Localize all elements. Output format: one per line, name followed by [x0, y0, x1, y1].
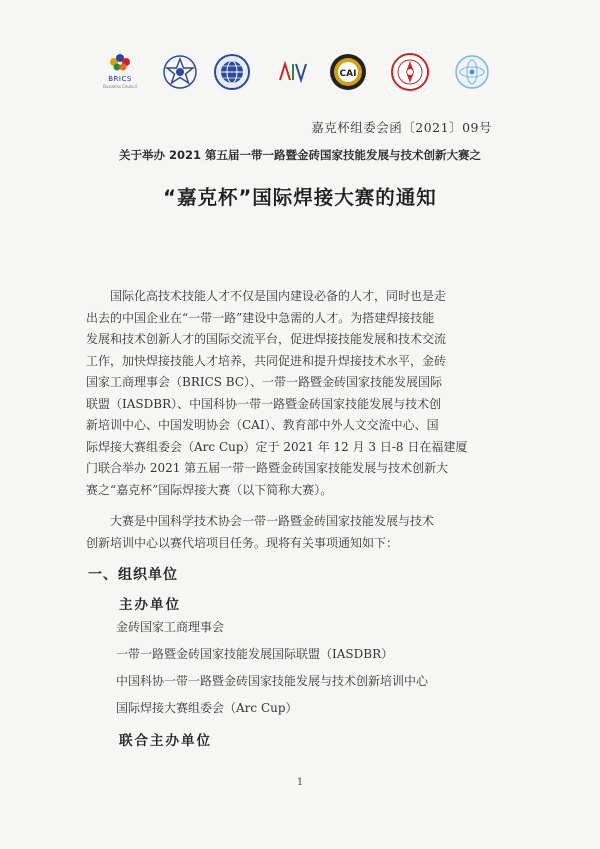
sci-emblem-logo	[452, 52, 492, 92]
aitv-logo	[272, 52, 312, 92]
aitv-mark-icon	[272, 52, 312, 92]
paragraph-line: 联盟（IASDBR）、中国科协一带一路暨金砖国家技能发展与技术创	[86, 396, 442, 411]
paragraph-line: 门联合举办 2021 第五届一带一路暨金砖国家技能发展与技术创新大	[86, 461, 449, 475]
brics-sub-label: Business Council	[103, 84, 137, 89]
page-number: 1	[296, 777, 304, 788]
brics-label: BRICS	[108, 75, 132, 83]
sci-emblem-icon	[452, 52, 492, 92]
paragraph-line: 创新培训中心以赛代培项目任务。现将有关事项通知如下：	[86, 535, 399, 550]
paragraph-line: 国际化高技术技能人才不仅是国内建设必备的人才，同时也是走	[110, 289, 447, 303]
paragraph-line: 际焊接大赛组委会（Arc Cup）定于 2021 年 12 月 3 日-8 日在福建厦	[86, 439, 468, 454]
paragraph-line: 新培训中心、中国发明协会（CAI）、教育部中外人文交流中心、国	[86, 418, 439, 432]
cai-emblem-icon	[328, 52, 368, 92]
paragraph-line: 国家工商理事会（BRICS BC）、一带一路暨金砖国家技能发展国际	[86, 375, 443, 389]
paragraph-line: 出去的中国企业在“一带一路”建设中急需的人才。为搭建焊接技能	[86, 310, 435, 325]
host-units-heading: 主办单位	[119, 597, 181, 613]
logo-strip	[100, 52, 500, 96]
paragraph-line: 赛之“嘉克杯”国际焊接大赛（以下简称大赛）。	[86, 482, 333, 497]
star-emblem-icon	[160, 52, 200, 92]
purpose-paragraph	[86, 511, 501, 554]
host-unit-item: 国际焊接大赛组委会（Arc Cup）	[116, 701, 298, 715]
star-emblem-logo	[160, 52, 200, 92]
paragraph-line: 发展和技术创新人才的国际交流平台，促进焊接技能发展和技术交流	[86, 332, 447, 346]
svg-text:CAI: CAI	[339, 69, 357, 79]
cohost-units-heading: 联合主办单位	[119, 733, 212, 749]
document-number: 嘉克杯组委会函〔2021〕09号	[311, 120, 492, 135]
paragraph-line: 工作，加快焊接技能人才培养，共同促进和提升焊接技术水平，金砖	[86, 353, 447, 368]
globe-emblem-logo	[212, 52, 252, 92]
notice-subtitle: 关于举办 2021 第五届一带一路暨金砖国家技能发展与技术创新大赛之	[118, 148, 481, 162]
notice-title: “嘉克杯”国际焊接大赛的通知	[163, 186, 437, 209]
paragraph-line: 大赛是中国科学技术协会一带一路暨金砖国家技能发展与技术	[110, 514, 435, 528]
host-unit-item: 金砖国家工商理事会	[116, 620, 225, 634]
brics-logo	[100, 52, 140, 92]
host-unit-item: 中国科协一带一路暨金砖国家技能发展与技术创新培训中心	[116, 674, 429, 688]
red-emblem-logo	[390, 52, 430, 92]
globe-icon	[212, 52, 252, 92]
host-unit-item: 一带一路暨金砖国家技能发展国际联盟（IASDBR）	[116, 647, 394, 661]
red-circle-emblem-icon	[390, 52, 430, 92]
intro-paragraph	[86, 286, 501, 501]
section-heading-organizers: 一、组织单位	[88, 567, 178, 583]
cai-emblem-logo	[328, 52, 368, 92]
